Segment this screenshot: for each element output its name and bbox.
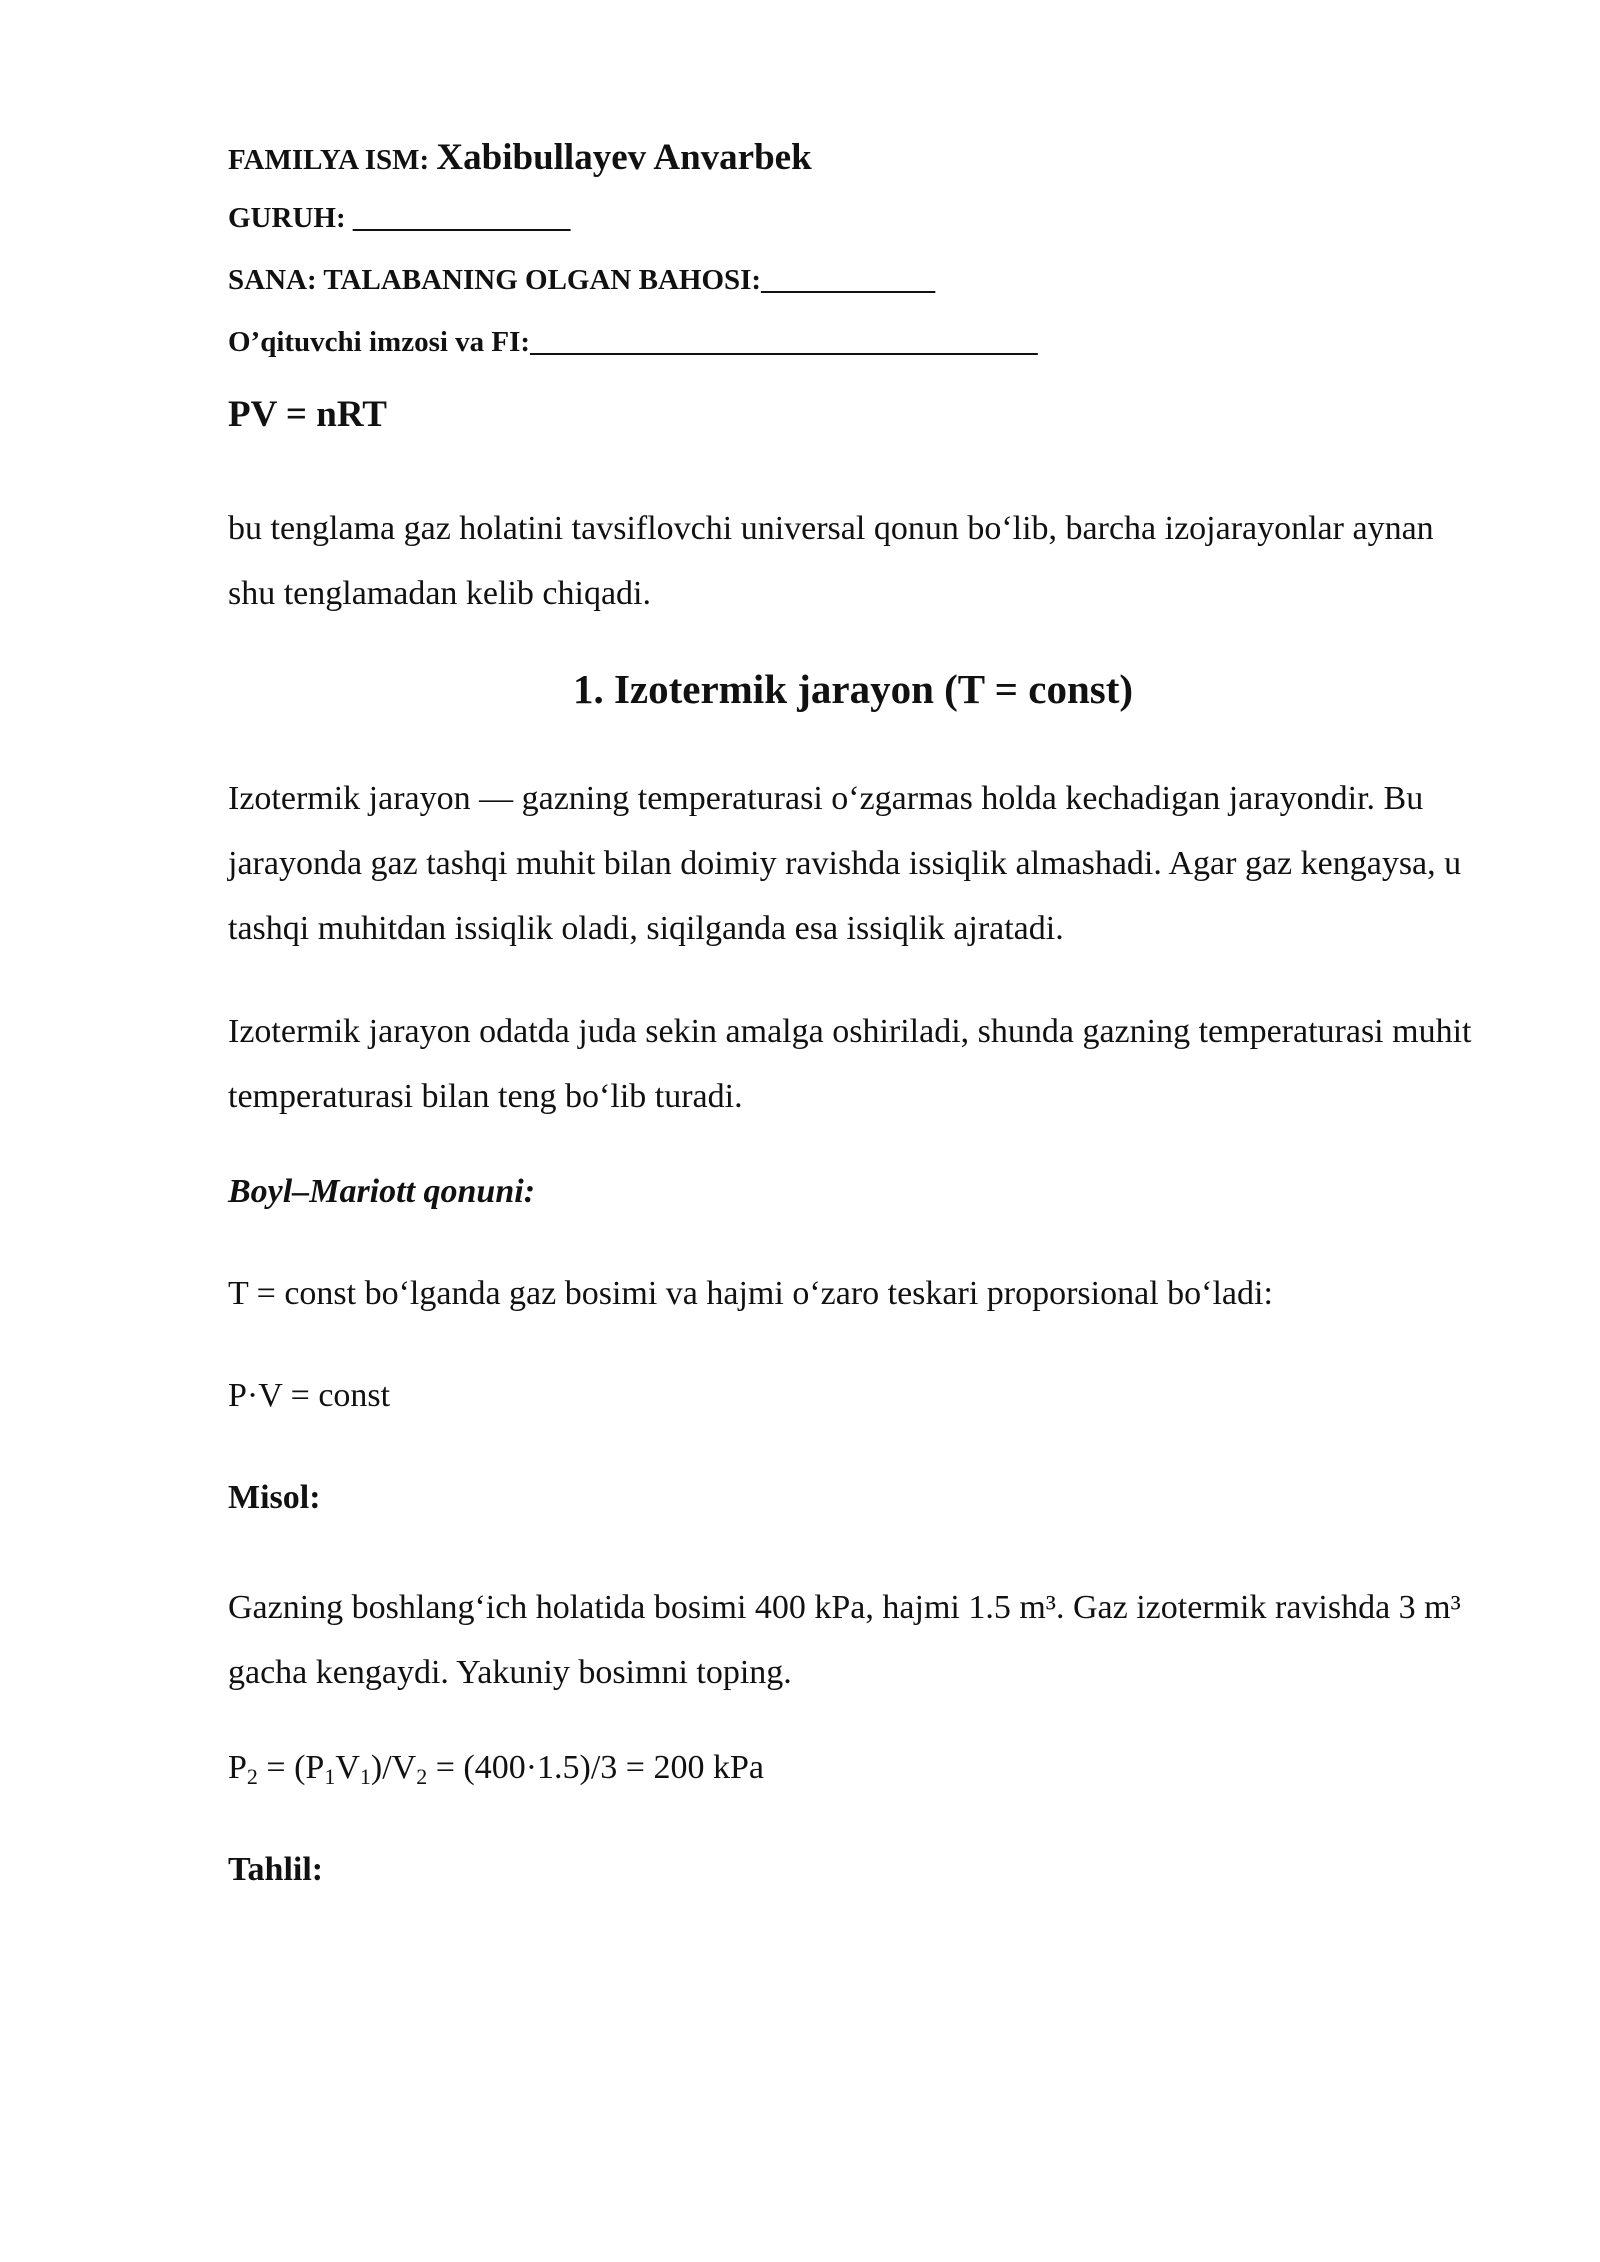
paragraph-isothermal-condition: Izotermik jarayon odatda juda sekin amalga oshiriladi, shunda gazning temperaturasi muhit temperaturasi bilan teng bo‘lib turadi.: [228, 1013, 1472, 1115]
student-name-line: [228, 137, 1478, 178]
name-label: FAMILYA ISM:: [228, 144, 430, 176]
section-title: 1. Izotermik jarayon (T = const): [572, 666, 1134, 712]
solution-formula: $P_2 = (P_1V_1)/V_2 = (400\cdot 1.5)/3 = 200$ kPa: [228, 1749, 764, 1789]
law-title: Boyl–Mariott qonuni:: [228, 1173, 536, 1210]
law-statement: T = const bo‘lganda gaz bosimi va hajmi o‘zaro teskari proporsional bo‘ladi:: [228, 1275, 1273, 1312]
intro-paragraph: bu tenglama gaz holatini tavsiflovchi universal qonun bo‘lib, barcha izojarayonlar aynan shu tenglamadan kelib chiqadi.: [228, 510, 1434, 612]
analysis-title: Tahlil:: [228, 1851, 324, 1888]
example-title: Misol:: [228, 1479, 321, 1516]
group-line: GURUH: _______________: [228, 202, 571, 234]
ideal-gas-formula: PV = nRT: [228, 394, 387, 435]
document-page: [228, 137, 1478, 1947]
date-grade-line: SANA: TALABANING OLGAN BAHOSI:____________: [228, 264, 936, 296]
paragraph-isothermal-definition: Izotermik jarayon — gazning temperaturasi o‘zgarmas holda kechadigan jarayondir. Bu jarayonda gaz tashqi muhit bilan doimiy ravishda issiqlik almashadi. Agar gaz kengaysa, u tashqi muhitdan issiqlik oladi, siqilganda esa issiqlik ajratadi.: [228, 780, 1462, 947]
example-text: Gazning boshlang‘ich holatida bosimi 400 kPa, hajmi 1.5 m³. Gaz izotermik ravishda 3 m³ gacha kengaydi. Yakuniy bosimni toping.: [228, 1589, 1461, 1691]
student-name: Xabibullayev Anvarbek: [436, 137, 812, 178]
law-formula: P·V = const: [228, 1377, 391, 1414]
teacher-signature-line: O’qituvchi imzosi va FI:___________________________________: [228, 326, 1038, 358]
